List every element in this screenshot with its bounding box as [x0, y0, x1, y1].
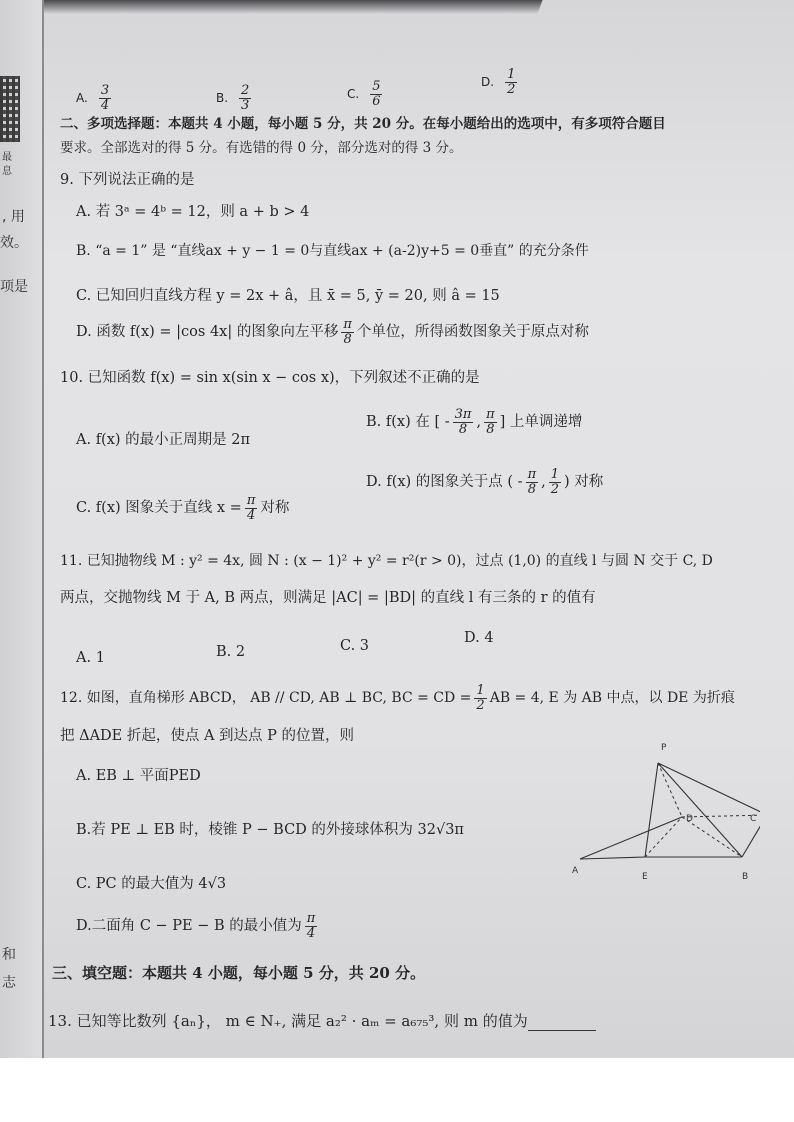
margin-fragment: 和: [2, 947, 16, 963]
margin-fragment: 效。: [0, 235, 28, 251]
q8-option-d: D. $\frac{1}{2}$: [481, 67, 516, 97]
margin-fragment: , 用: [2, 209, 25, 225]
label-d: D: [686, 814, 693, 824]
q9-option-b: B. “a = 1” 是 “直线ax + y − 1 = 0与直线ax + (a-2)y+5 = 0垂直” 的充分条件: [76, 243, 589, 259]
margin-fragment: 志: [2, 975, 16, 991]
segment-ae: [580, 857, 645, 859]
q13-stem: 13. 已知等比数列 {aₙ}， m ∈ N₊, 满足 a₂² · aₘ = a₆₇₅³, 则 m 的值为: [48, 1010, 596, 1031]
q11-option-c: C. 3: [340, 638, 370, 654]
segment-ed-dashed: [645, 817, 682, 857]
section-2-heading: 二、多项选择题：本题共 4 小题，每小题 5 分，共 20 分。在每小题给出的选项中，有多项符合题目: [60, 116, 666, 132]
q12-option-c: C. PC 的最大值为 4√3: [76, 876, 227, 892]
margin-fragment: 项是: [0, 279, 28, 295]
q10-option-d: D. f(x) 的图象关于点 ( - $\frac{\pi}{8}$ , $\frac{1}{2}$ ) 对称: [366, 467, 604, 497]
label-b: B: [742, 872, 749, 880]
exam-page: [44, 0, 794, 1058]
q10-option-b: B. f(x) 在 [ - $\frac{3\pi}{8}$ , $\frac{\pi}{8}$ ] 上单调递增: [366, 407, 583, 437]
q8-option-c: C. $\frac{5}{6}$: [347, 79, 381, 109]
label-c: C: [750, 814, 757, 824]
margin-fragment: 最: [2, 152, 12, 163]
q9-option-d: D. 函数 f(x) = |cos 4x| 的图象向左平移 $\frac{\pi}{8}$ 个单位，所得函数图象关于原点对称: [76, 317, 589, 347]
segment-ad: [580, 817, 682, 859]
q12-option-d: D.二面角 C − PE − B 的最小值为 $\frac{\pi}{4}$: [76, 911, 316, 941]
q11-stem-line2: 两点，交抛物线 M 于 A, B 两点，则满足 |AC| = |BD| 的直线 l 有三条的 r 的值有: [60, 590, 596, 606]
segment-pc: [658, 763, 760, 815]
q8-option-a: A. $\frac{3}{4}$: [76, 83, 110, 113]
margin-fragment: 息: [2, 166, 12, 177]
q11-option-b: B. 2: [216, 644, 246, 660]
segment-pb: [658, 763, 742, 857]
segment-dc-dashed: [682, 815, 760, 817]
previous-page-edge: [0, 0, 44, 1058]
q11-option-a: A. 1: [76, 650, 105, 666]
q10-option-c: C. f(x) 图象关于直线 x = $\frac{\pi}{4}$ 对称: [76, 493, 290, 523]
q8-option-b: B. $\frac{2}{3}$: [216, 83, 250, 113]
q12-option-b: B.若 PE ⊥ EB 时，棱锥 P − BCD 的外接球体积为 32√3π: [76, 822, 464, 838]
q12-stem-line1: 12. 如图，直角梯形 ABCD， AB // CD, AB ⊥ BC, BC = CD = $\frac{1}{2}$ AB = 4, E 为 AB 中点，以 DE 为折痕: [60, 683, 735, 713]
q9-option-c: C. 已知回归直线方程 y = 2x + â，且 x̄ = 5, ȳ = 20, 则 â = 15: [76, 288, 500, 304]
q10-stem: 10. 已知函数 f(x) = sin x(sin x − cos x)，下列叙述不正确的是: [60, 370, 480, 386]
q9-option-a: A. 若 3ᵃ = 4ᵇ = 12，则 a + b > 4: [76, 204, 310, 220]
segment-pe: [645, 763, 658, 857]
label-p: P: [661, 743, 667, 753]
answer-blank[interactable]: [528, 1016, 596, 1031]
qr-code-icon: [0, 76, 20, 142]
label-e: E: [642, 872, 648, 880]
section-2-instructions: 要求。全部选对的得 5 分。有选错的得 0 分，部分选对的得 3 分。: [60, 140, 463, 156]
q12-option-a: A. EB ⊥ 平面PED: [76, 768, 201, 784]
q11-stem-line1: 11. 已知抛物线 M : y² = 4x, 圆 N : (x − 1)² + y² = r²(r > 0)，过点 (1,0) 的直线 l 与圆 N 交于 C, D: [60, 553, 713, 569]
q11-option-d: D. 4: [464, 630, 494, 646]
q12-figure: [520, 735, 760, 880]
q9-stem: 9. 下列说法正确的是: [60, 172, 195, 188]
section-3-heading: 三、填空题：本题共 4 小题，每小题 5 分，共 20 分。: [52, 964, 426, 982]
q10-option-a: A. f(x) 的最小正周期是 2π: [76, 432, 251, 448]
segment-pd-dashed: [658, 763, 682, 817]
label-a: A: [572, 866, 579, 876]
q12-stem-line2: 把 ΔADE 折起，使点 A 到达点 P 的位置，则: [60, 728, 355, 744]
